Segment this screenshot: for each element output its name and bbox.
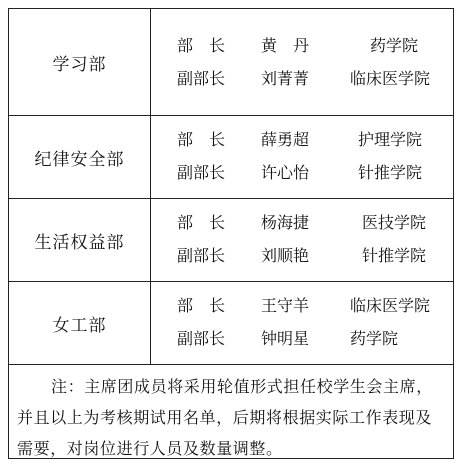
member-college: 临床医学院: [350, 69, 431, 88]
footnote: 注：主席团成员将采用轮值形式担任校学生会主席，并且以上为考核期试用名单，后期将根据实际工作表现及需要，对岗位进行人员及数量调整。: [17, 377, 433, 458]
member-line: [151, 128, 453, 152]
member-college: 护理学院: [358, 130, 423, 149]
member-name: 许心怡: [261, 163, 310, 182]
member-college: 药学院: [370, 36, 419, 55]
department-members: [151, 9, 453, 115]
department-name: 生活权益部: [9, 199, 151, 281]
department-members: [151, 116, 453, 198]
department-row: [9, 116, 453, 199]
member-role: 部 长: [177, 130, 226, 149]
member-college: 针推学院: [362, 246, 427, 265]
member-role: 部 长: [177, 296, 226, 315]
member-name: 钟明星: [261, 329, 310, 348]
member-role: 副部长: [177, 246, 226, 265]
department-members: [151, 199, 453, 281]
member-line: [151, 294, 453, 318]
member-role: 副部长: [177, 69, 226, 88]
department-roster-table: [8, 8, 454, 459]
member-name: 王守羊: [261, 296, 310, 315]
member-role: 部 长: [177, 36, 226, 55]
department-row: [9, 9, 453, 116]
member-line: [151, 211, 453, 235]
member-college: 医技学院: [362, 213, 427, 232]
department-name: 女工部: [9, 282, 151, 364]
member-line: [151, 161, 453, 185]
department-members: [151, 282, 453, 364]
member-name: 黄 丹: [261, 36, 310, 55]
department-row: [9, 282, 453, 365]
member-college: 临床医学院: [350, 296, 431, 315]
department-row: [9, 199, 453, 282]
member-line: [151, 244, 453, 268]
member-line: [151, 67, 453, 91]
member-line: [151, 327, 453, 351]
member-name: 刘顺艳: [261, 246, 310, 265]
member-name: 刘菁菁: [261, 69, 310, 88]
member-role: 部 长: [177, 213, 226, 232]
department-name: 纪律安全部: [9, 116, 151, 198]
member-name: 杨海捷: [261, 213, 310, 232]
member-college: 针推学院: [358, 163, 423, 182]
member-role: 副部长: [177, 163, 226, 182]
member-college: 药学院: [350, 329, 399, 348]
department-name: 学习部: [9, 9, 151, 115]
member-name: 薛勇超: [261, 130, 310, 149]
member-role: 副部长: [177, 329, 226, 348]
member-line: [151, 34, 453, 58]
